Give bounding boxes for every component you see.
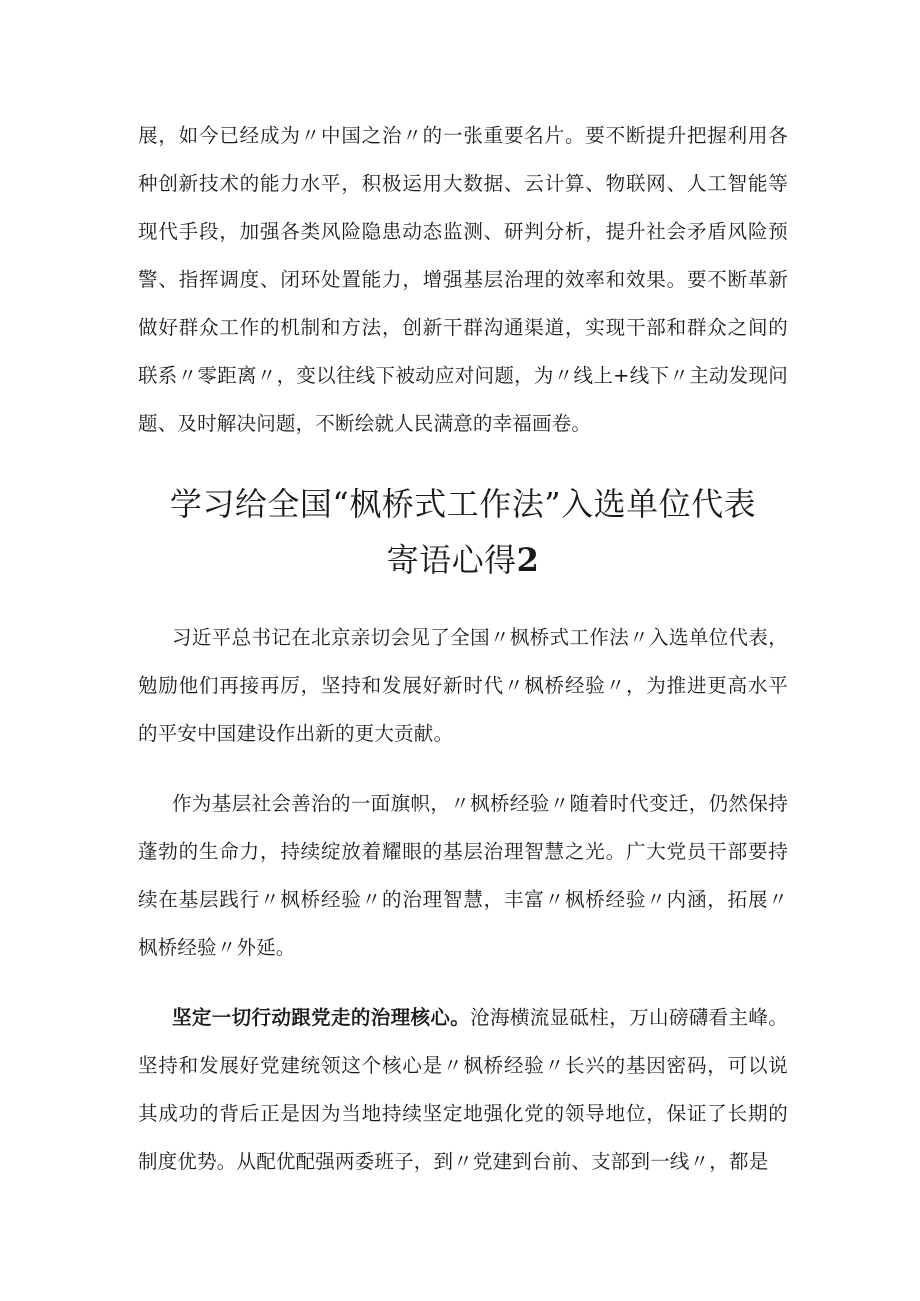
paragraph-1: 习近平总书记在北京亲切会见了全国〃枫桥式工作法〃入选单位代表，勉励他们再接再厉，坚持和发展好新时代〃枫桥经验〃，为推进更高水平的平安中国建设作出新的更大贡献。 [138, 626, 788, 745]
paragraph-intro-continued: 展，如今已经成为〃中国之治〃的一张重要名片。要不断提升把握利用各种创新技术的能力水平，积极运用大数据、云计算、物联网、人工智能等现代手段，加强各类风险隐患动态监测、研判分析，提升社会矛盾风险预警、指挥调度、闭环处置能力，增强基层治理的效率和效果。要不断革新做好群众工作的机制和方法，创新干群沟通渠道，实现干部和群众之间的联系〃零距离〃，变以往线下被动应对问题，为〃线上+线下〃主动发现问题、及时解决问题，不断绘就人民满意的幸福画卷。 [138, 124, 788, 435]
section-heading-number: 2 [516, 541, 540, 579]
paragraph-3-body: 沧海横流显砥柱，万山磅礴看主峰。坚持和发展好党建统领这个核心是〃枫桥经验〃长兴的基因密码，可以说其成功的背后正是因为当地持续坚定地强化党的领导地位，保证了长期的制度优势。从配优配强两委班子，到〃党建到台前、支部到一线〃，都是 [138, 1006, 788, 1173]
paragraph-3 [138, 994, 788, 1186]
section-heading-line2: 寄语心得 [386, 541, 517, 579]
paragraph-3-lead: 坚定一切行动跟党走的治理核心。 [172, 1006, 471, 1029]
document-body [138, 112, 788, 1186]
section-heading-line1: 学习给全国“枫桥式工作法”入选单位代表 [169, 485, 757, 523]
paragraph-2: 作为基层社会善治的一面旗帜，〃枫桥经验〃随着时代变迁，仍然保持蓬勃的生命力，持续绽放着耀眼的基层治理智慧之光。广大党员干部要持续在基层践行〃枫桥经验〃的治理智慧，丰富〃枫桥经验〃内涵，拓展〃枫桥经验〃外延。 [138, 792, 788, 959]
section-heading [138, 476, 788, 588]
